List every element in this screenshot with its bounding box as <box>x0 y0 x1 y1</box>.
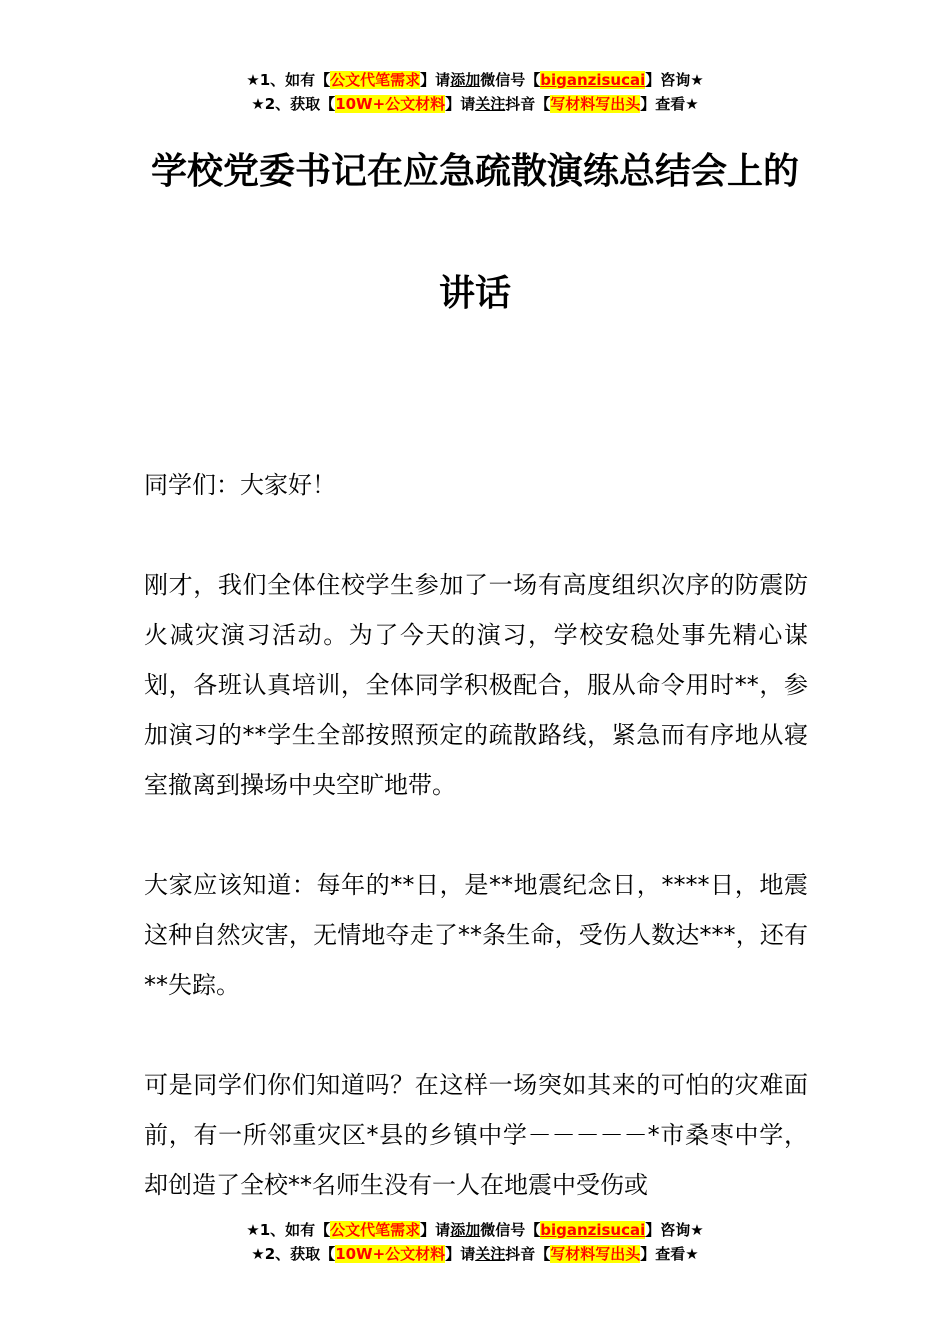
paragraph-sangzao-school: 可是同学们你们知道吗？在这样一场突如其来的可怕的灾难面前，有一所邻重灾区*县的乡镇中学－－－－－*市桑枣中学，却创造了全校**名师生没有一人在地震中受伤或 <box>144 1071 808 1199</box>
banner-line-2 <box>0 1242 950 1266</box>
highlight-service: 公文代笔需求 <box>330 1221 421 1239</box>
banner-text: 】请 <box>420 1221 451 1239</box>
document-body <box>144 460 808 1260</box>
highlight-douyin: 写材料写出头 <box>550 95 641 113</box>
banner-text: 】请 <box>420 71 451 89</box>
wechat-id-link[interactable]: biganzisucai <box>540 1221 646 1239</box>
paragraph-earthquake-day: 大家应该知道：每年的**日，是**地震纪念日，****日，地震这种自然灾害，无情地夺走了**条生命，受伤人数达***，还有**失踪。 <box>144 871 808 999</box>
banner-text: ★1、如有【 <box>246 71 331 89</box>
highlight-douyin: 写材料写出头 <box>550 1245 641 1263</box>
highlight-materials: 10W+公文材料 <box>335 95 446 113</box>
footer-banner <box>0 1218 950 1266</box>
banner-text: 】查看★ <box>640 95 699 113</box>
document-title-line-1: 学校党委书记在应急疏散演练总结会上的 <box>150 151 799 192</box>
header-banner <box>0 68 950 116</box>
banner-text: 抖音【 <box>505 95 551 113</box>
banner-line-2 <box>0 92 950 116</box>
wechat-id-link[interactable]: biganzisucai <box>540 71 646 89</box>
paragraph-greeting: 同学们：大家好！ <box>144 471 336 499</box>
banner-text: 】查看★ <box>640 1245 699 1263</box>
banner-text: ★2、获取【 <box>251 1245 336 1263</box>
highlight-materials: 10W+公文材料 <box>335 1245 446 1263</box>
banner-emphasis: 关注 <box>475 1245 506 1263</box>
document-title-line-2: 讲话 <box>438 273 511 314</box>
banner-text: 抖音【 <box>505 1245 551 1263</box>
banner-text: 】请 <box>445 95 476 113</box>
banner-emphasis: 添加 <box>450 71 481 89</box>
banner-emphasis: 添加 <box>450 1221 481 1239</box>
highlight-service: 公文代笔需求 <box>330 71 421 89</box>
banner-text: 微信号【 <box>480 1221 541 1239</box>
banner-emphasis: 关注 <box>475 95 506 113</box>
banner-text: ★2、获取【 <box>251 95 336 113</box>
banner-text: ★1、如有【 <box>246 1221 331 1239</box>
banner-text: 】咨询★ <box>645 1221 704 1239</box>
paragraph-drill-summary: 刚才，我们全体住校学生参加了一场有高度组织次序的防震防火减灾演习活动。为了今天的演习，学校安稳处事先精心谋划，各班认真培训，全体同学积极配合，服从命令用时**，参加演习的**学生全部按照预定的疏散路线，紧急而有序地从寝室撤离到操场中央空旷地带。 <box>144 571 808 799</box>
banner-text: 】请 <box>445 1245 476 1263</box>
banner-text: 微信号【 <box>480 71 541 89</box>
banner-text: 】咨询★ <box>645 71 704 89</box>
banner-line-1 <box>0 68 950 92</box>
banner-line-1 <box>0 1218 950 1242</box>
